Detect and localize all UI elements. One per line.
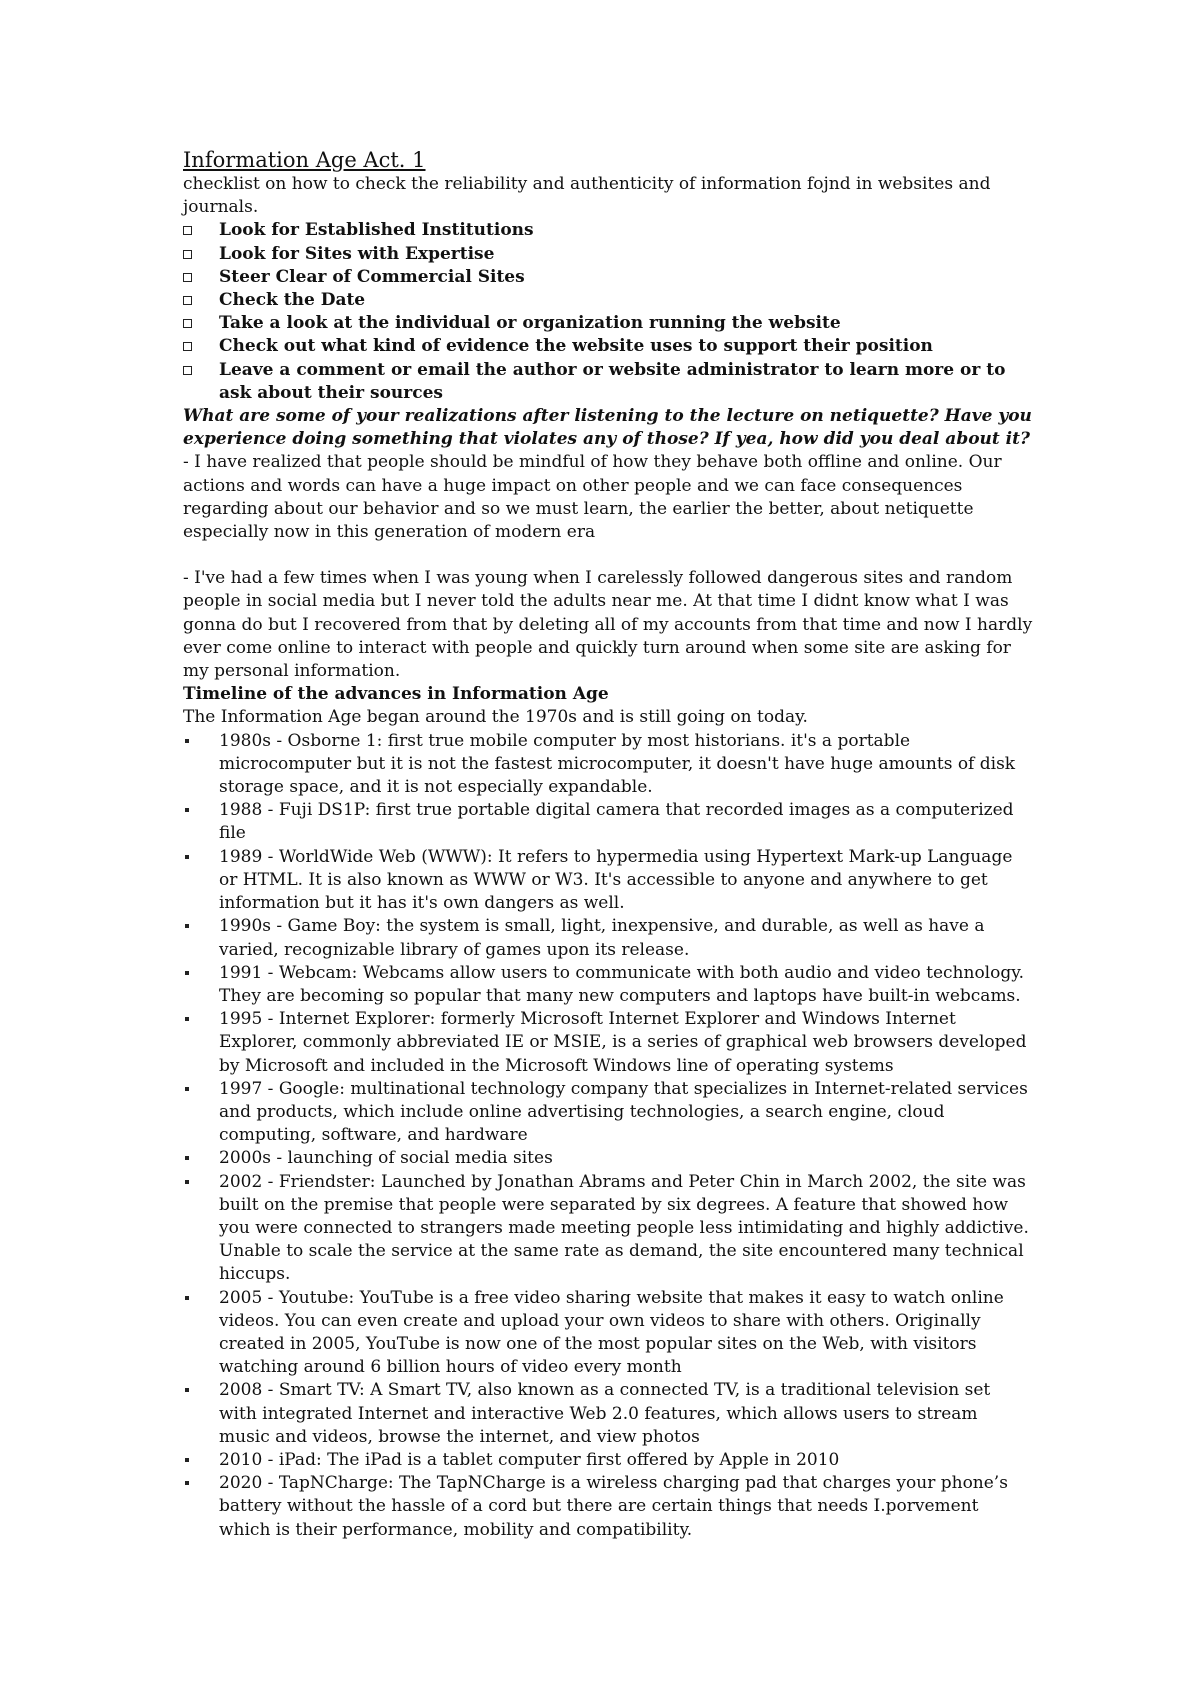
checklist-item-text: Take a look at the individual or organization running the website [219, 313, 841, 334]
timeline-item [183, 1147, 1033, 1170]
answer-paragraph-2: - I've had a few times when I was young when I carelessly followed dangerous sites and random people in social media but I never told the adults near me. At that time I didnt know what I was gonna do but I recovered from that by deleting all of my accounts from that time and now I hardly ever come online to interact with people and quickly turn around when some site are asking for my personal information. [183, 568, 1033, 682]
bullet-icon [185, 808, 189, 812]
checklist-item [183, 289, 1033, 312]
timeline-item [183, 915, 1033, 961]
checklist-item [183, 335, 1033, 358]
timeline-intro: The Information Age began around the 1970s and is still going on today. [183, 707, 808, 728]
blank-line [183, 544, 1033, 567]
checklist-item-text: Look for Sites with Expertise [219, 243, 495, 264]
timeline-item [183, 1008, 1033, 1078]
timeline-item-text: 1991 - Webcam: Webcams allow users to communicate with both audio and video technology. They are becoming so popular that many new computers and laptops have built-in webcams. [219, 962, 1024, 1006]
checklist-intro: checklist on how to check the reliability and authenticity of information fojnd in websites and journals. [183, 174, 991, 218]
checkbox-icon [183, 342, 192, 351]
checklist-item [183, 312, 1033, 335]
timeline-item [183, 1287, 1033, 1380]
checklist-item [183, 219, 1033, 242]
checklist-item [183, 359, 1033, 405]
timeline-heading: Timeline of the advances in Information Age [183, 684, 609, 705]
bullet-icon [185, 1087, 189, 1091]
bullet-icon [185, 1296, 189, 1300]
bullet-icon [185, 971, 189, 975]
timeline-item-text: 2008 - Smart TV: A Smart TV, also known as a connected TV, is a traditional television set with integrated Internet and interactive Web 2.0 features, which allows users to stream music and videos, browse the internet, and view photos [219, 1380, 991, 1447]
checklist-item [183, 266, 1033, 289]
timeline-item [183, 730, 1033, 800]
checkbox-icon [183, 319, 192, 328]
timeline-item [183, 846, 1033, 916]
timeline-item-text: 1990s - Game Boy: the system is small, light, inexpensive, and durable, as well as have a varied, recognizable library of games upon its release. [219, 916, 985, 960]
answer-paragraph-1: - I have realized that people should be mindful of how they behave both offline and online. Our actions and words can have a huge impact on other people and we can face consequences regarding about our behavior and so we must learn, the earlier the better, about netiquette especially now in this generation of modern era [183, 452, 1002, 543]
bullet-icon [185, 1017, 189, 1021]
checklist-item-text: Leave a comment or email the author or website administrator to learn more or to ask about their sources [219, 359, 1006, 403]
bullet-icon [185, 1458, 189, 1462]
timeline-item-text: 1995 - Internet Explorer: formerly Microsoft Internet Explorer and Windows Internet Explorer, commonly abbreviated IE or MSIE, is a series of graphical web browsers developed by Microsoft and included in the Microsoft Windows line of operating systems [219, 1009, 1027, 1076]
timeline-item-text: 1989 - WorldWide Web (WWW): It refers to hypermedia using Hypertext Mark-up Language or HTML. It is also known as WWW or W3. It's accessible to anyone and anywhere to get information but it has it's own dangers as well. [219, 846, 1013, 914]
netiquette-question: What are some of your realizations after listening to the lecture on netiquette? Have you experience doing something that violates any of those? If yea, how did you deal about it? [183, 406, 1032, 450]
timeline-item [183, 1078, 1033, 1148]
checklist-item-text: Check the Date [219, 290, 366, 311]
timeline-item-text: 1997 - Google: multinational technology company that specializes in Internet-related services and products, which include online advertising technologies, a search engine, cloud computing, software, and hardware [219, 1078, 1028, 1146]
checkbox-icon [183, 273, 192, 282]
checkbox-icon [183, 366, 192, 375]
checklist-item-text: Steer Clear of Commercial Sites [219, 266, 525, 287]
timeline-item-text: 2010 - iPad: The iPad is a tablet computer first offered by Apple in 2010 [219, 1449, 840, 1470]
timeline-item-text: 2002 - Friendster: Launched by Jonathan Abrams and Peter Chin in March 2002, the site was built on the premise that people were separated by six degrees. A feature that showed how you were connected to strangers made meeting people less intimidating and highly addictive. Unable to scale the service at the same rate as demand, the site encountered many technical hiccups. [219, 1171, 1029, 1285]
timeline-item [183, 799, 1033, 845]
timeline-item-text: 1980s - Osborne 1: first true mobile computer by most historians. it's a portable microcomputer but it is not the fastest microcomputer, it doesn't have huge amounts of disk storage space, and it is not especially expandable. [219, 730, 1016, 798]
timeline-item [183, 1379, 1033, 1449]
checklist-item-text: Look for Established Institutions [219, 220, 534, 241]
timeline-list [183, 730, 1033, 1542]
timeline-item [183, 1171, 1033, 1287]
bullet-icon [185, 739, 189, 743]
timeline-item-text: 1988 - Fuji DS1P: first true portable digital camera that recorded images as a computerized file [219, 800, 1014, 844]
checkbox-icon [183, 250, 192, 259]
checkbox-icon [183, 226, 192, 235]
document-title: Information Age Act. 1 [183, 148, 426, 172]
bullet-icon [185, 1156, 189, 1160]
checklist-item-text: Check out what kind of evidence the website uses to support their position [219, 336, 933, 357]
bullet-icon [185, 924, 189, 928]
bullet-icon [185, 1481, 189, 1485]
timeline-item [183, 1449, 1033, 1472]
timeline-item [183, 1472, 1033, 1542]
document-page [183, 147, 1033, 1542]
bullet-icon [185, 855, 189, 859]
bullet-icon [185, 1180, 189, 1184]
timeline-item [183, 962, 1033, 1008]
checklist-item [183, 243, 1033, 266]
checkbox-icon [183, 296, 192, 305]
timeline-item-text: 2000s - launching of social media sites [219, 1148, 553, 1169]
timeline-item-text: 2005 - Youtube: YouTube is a free video sharing website that makes it easy to watch online videos. You can even create and upload your own videos to share with others. Originally created in 2005, YouTube is now one of the most popular sites on the Web, with visitors watching around 6 billion hours of video every month [219, 1287, 1004, 1378]
checklist [183, 219, 1033, 405]
bullet-icon [185, 1388, 189, 1392]
timeline-item-text: 2020 - TapNCharge: The TapNCharge is a wireless charging pad that charges your phone’s battery without the hassle of a cord but there are certain things that needs I.porvement which is their performance, mobility and compatibility. [219, 1473, 1008, 1540]
